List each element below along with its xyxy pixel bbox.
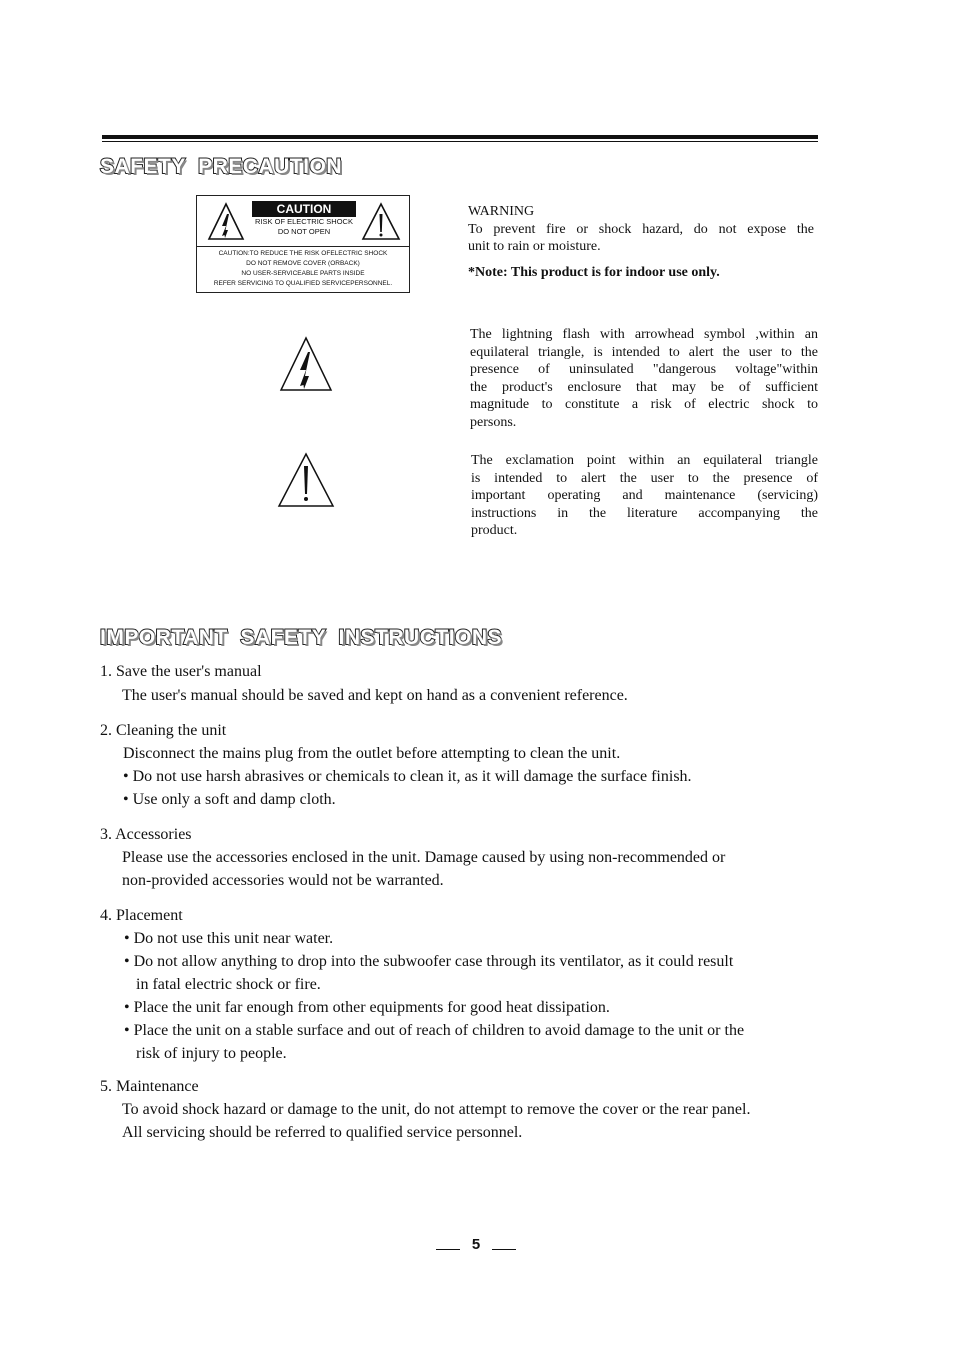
instruction-5-text: To avoid shock hazard or damage to the unit, do not attempt to remove the cover or the rear panel. (122, 1101, 751, 1118)
instruction-4-bullet: • Place the unit far enough from other equipments for good heat dissipation. (124, 999, 610, 1016)
indoor-note: *Note: This product is for indoor use only. (468, 264, 720, 280)
page-number-dash (492, 1249, 516, 1250)
caution-bottom-line: REFER SERVICING TO QUALIFIED SERVICEPERSONNEL. (213, 280, 393, 287)
safety-precaution-heading: SAFETY PRECAUTION (100, 155, 342, 178)
top-rule-thin (102, 141, 818, 142)
exclamation-triangle-icon (277, 452, 335, 508)
lightning-triangle-icon (279, 336, 333, 392)
warning-block (468, 203, 814, 281)
lightning-triangle-icon (207, 202, 245, 242)
description-line: equilateral triangle, is intended to alert the user to the (470, 344, 818, 360)
warning-line: unit to rain or moisture. (468, 239, 601, 254)
instruction-4-bullet-cont: risk of injury to people. (136, 1045, 287, 1062)
caution-label (196, 195, 410, 293)
description-line: product. (471, 523, 518, 538)
caution-bottom-line: NO USER-SERVICEABLE PARTS INSIDE (241, 270, 365, 277)
caution-bottom-line: DO NOT REMOVE COVER (ORBACK) (246, 260, 360, 267)
page-number-value: 5 (471, 1236, 481, 1253)
instruction-4-bullet: • Do not use this unit near water. (124, 930, 334, 947)
instruction-1-text: The user's manual should be saved and kept on hand as a convenient reference. (122, 687, 628, 704)
instruction-3-text: non-provided accessories would not be warranted. (122, 872, 444, 889)
warning-title: WARNING (468, 204, 535, 219)
instruction-1-title: 1. Save the user's manual (100, 663, 262, 680)
instruction-4-bullet: • Do not allow anything to drop into the subwoofer case through its ventilator, as it could result (124, 953, 734, 970)
caution-bottom-line: CAUTION:TO REDUCE THE RISK OFELECTRIC SHOCK (218, 250, 388, 257)
warning-line: To prevent fire or shock hazard, do not expose the (468, 221, 814, 237)
instruction-4-bullet: • Place the unit on a stable surface and out of reach of children to avoid damage to the unit or the (124, 1022, 745, 1039)
instruction-2-bullet: • Use only a soft and damp cloth. (123, 791, 336, 808)
lightning-description (470, 326, 818, 431)
instruction-2-bullet: • Do not use harsh abrasives or chemicals to clean it, as it will damage the surface finish. (123, 768, 692, 785)
description-line: persons. (470, 414, 517, 430)
exclamation-description (471, 452, 818, 540)
instruction-5-title: 5. Maintenance (100, 1078, 199, 1095)
instruction-2-text: Disconnect the mains plug from the outlet before attempting to clean the unit. (123, 745, 621, 762)
caution-line1: RISK OF ELECTRIC SHOCK (255, 217, 353, 226)
top-rule (102, 135, 818, 139)
instruction-4-title: 4. Placement (100, 907, 183, 924)
description-line: presence of uninsulated "dangerous voltage"within (470, 362, 818, 377)
description-line: instructions in the literature accompanying the (471, 505, 818, 521)
exclamation-triangle-icon (361, 202, 401, 242)
description-line: The lightning flash with arrowhead symbol ,within an (470, 327, 818, 342)
page-number-dash (436, 1249, 460, 1250)
caution-line2: DO NOT OPEN (277, 227, 331, 236)
page-number (436, 1236, 516, 1253)
caution-title: CAUTION (252, 201, 356, 217)
description-line: magnitude to constitute a risk of electric shock to (470, 397, 818, 412)
description-line: is intended to alert the user to the presence of (471, 470, 818, 486)
instruction-5-text: All servicing should be referred to qualified service personnel. (122, 1124, 523, 1141)
instruction-3-title: 3. Accessories (100, 826, 192, 843)
important-safety-heading: IMPORTANT SAFETY INSTRUCTIONS (100, 626, 503, 649)
description-line: important operating and maintenance (servicing) (471, 488, 818, 503)
description-line: the product's enclosure that may be of sufficient (470, 379, 818, 395)
instruction-3-text: Please use the accessories enclosed in the unit. Damage caused by using non-recommended or (122, 849, 726, 866)
instruction-4-bullet-cont: in fatal electric shock or fire. (136, 976, 321, 993)
description-line: The exclamation point within an equilateral triangle (471, 453, 818, 468)
instruction-2-title: 2. Cleaning the unit (100, 722, 227, 739)
